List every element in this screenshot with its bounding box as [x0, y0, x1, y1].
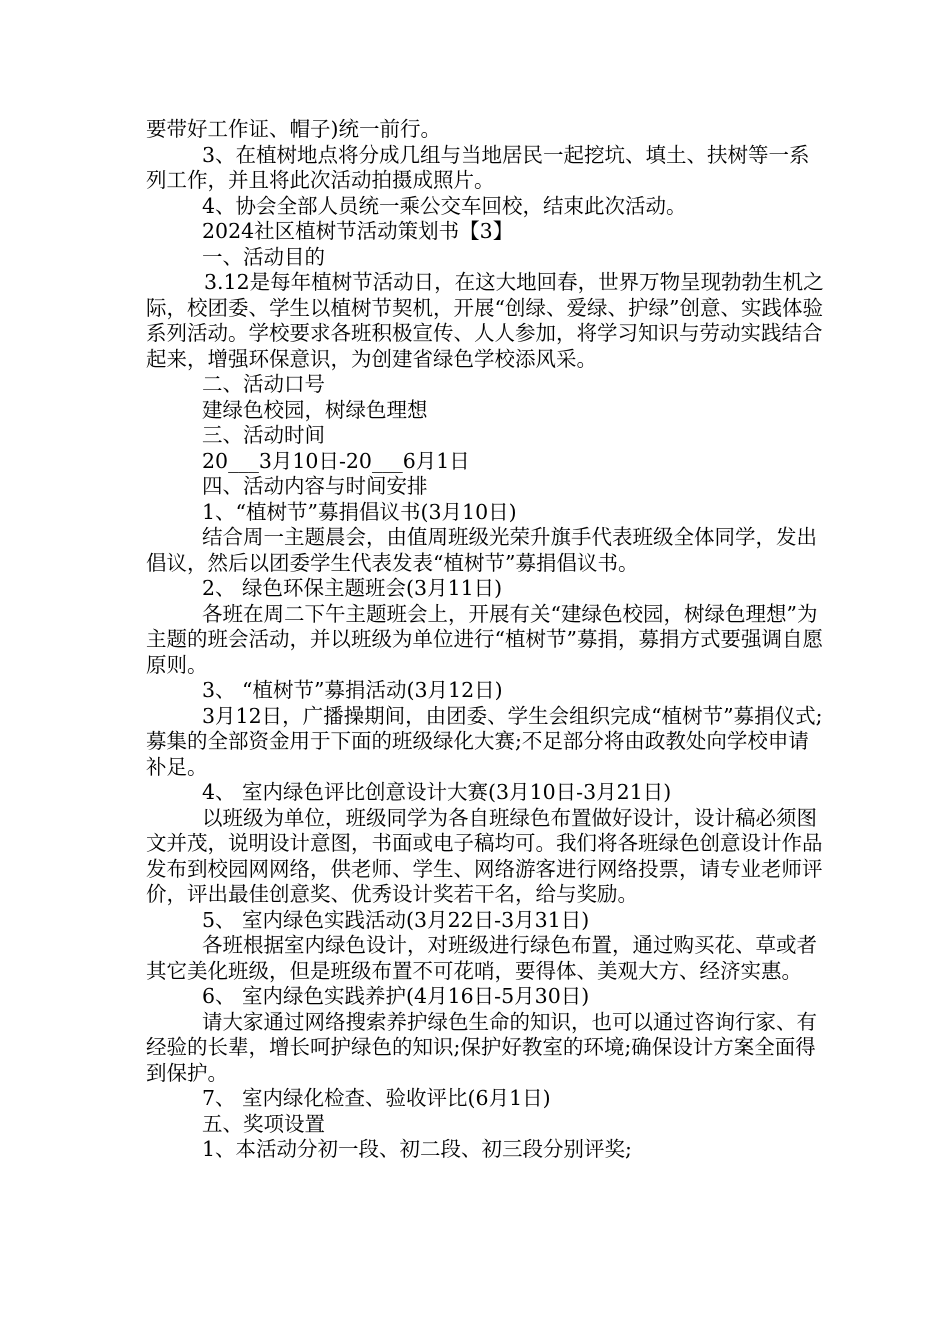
paragraph: 建绿色校园，树绿色理想	[202, 397, 428, 422]
paragraph: 结合周一主题晨会，由值周班级光荣升旗手代表班级全体同学，发出倡议，然后以团委学生代表发表“植树节”募捐倡议书。	[146, 525, 817, 575]
subheading: 3、 “植树节”募捐活动(3月12日)	[202, 678, 503, 702]
paragraph: 各班根据室内绿色设计，对班级进行绿色布置，通过购买花、草或者其它美化班级，但是班级布置不可花哨，要得体、美观大方、经济实惠。	[146, 933, 817, 983]
heading: 二、活动口号	[202, 372, 325, 396]
section-title: 2024社区植树节活动策划书【3】	[202, 219, 514, 243]
paragraph: 各班在周二下午主题班会上，开展有关“建绿色校园，树绿色理想”为主题的班会活动，并以班级为单位进行“植树节”募捐，募捐方式要强调自愿原则。	[146, 601, 823, 677]
heading: 五、奖项设置	[202, 1111, 325, 1136]
heading: 一、活动目的	[202, 244, 325, 269]
paragraph: 3、在植树地点将分成几组与当地居民一起挖坑、填土、扶树等一系列工作，并且将此次活动拍摄成照片。	[146, 142, 810, 192]
subheading: 4、 室内绿色评比创意设计大赛(3月10日-3月21日)	[202, 780, 672, 804]
paragraph: 20___3月10日-20___6月1日	[202, 448, 470, 473]
subheading: 6、 室内绿色实践养护(4月16日-5月30日)	[202, 984, 590, 1008]
subheading: 5、 室内绿色实践活动(3月22日-3月31日)	[202, 907, 590, 932]
paragraph: 以班级为单位，班级同学为各自班绿色布置做好设计，设计稿必须图文并茂，说明设计意图，书面或电子稿均可。我们将各班绿色创意设计作品发布到校园网网络，供老师、学生、网络游客进行网络投票，请专业老师评价，评出最佳创意奖、优秀设计奖若干名，给与奖励。	[146, 805, 823, 906]
subheading: 7、 室内绿化检查、验收评比(6月1日)	[202, 1086, 551, 1110]
subheading: 1、“植树节”募捐倡议书(3月10日)	[202, 499, 517, 524]
heading: 四、活动内容与时间安排	[202, 474, 428, 498]
subheading: 2、 绿色环保主题班会(3月11日)	[202, 576, 503, 600]
paragraph: 4、协会全部人员统一乘公交车回校，结束此次活动。	[202, 193, 687, 218]
heading: 三、活动时间	[202, 423, 325, 447]
paragraph: 1、本活动分初一段、初二段、初三段分别评奖;	[202, 1137, 632, 1161]
document-body	[146, 117, 826, 1163]
paragraph: 3.12是每年植树节活动日，在这大地回春，世界万物呈现勃勃生机之际，校团委、学生以植树节契机，开展“创绿、爱绿、护绿”创意、实践体验系列活动。学校要求各班积极宣传、人人参加，将学习知识与劳动实践结合起来，增强环保意识，为创建省绿色学校添风采。	[146, 270, 824, 371]
paragraph: 3月12日，广播操期间，由团委、学生会组织完成“植树节”募捐仪式;募集的全部资金用于下面的班级绿化大赛;不足部分将由政教处向学校申请补足。	[146, 703, 823, 779]
paragraph: 要带好工作证、帽子)统一前行。	[146, 117, 441, 141]
paragraph: 请大家通过网络搜索养护绿色生命的知识，也可以通过咨询行家、有经验的长辈，增长呵护绿色的知识;保护好教室的环境;确保设计方案全面得到保护。	[146, 1009, 817, 1085]
